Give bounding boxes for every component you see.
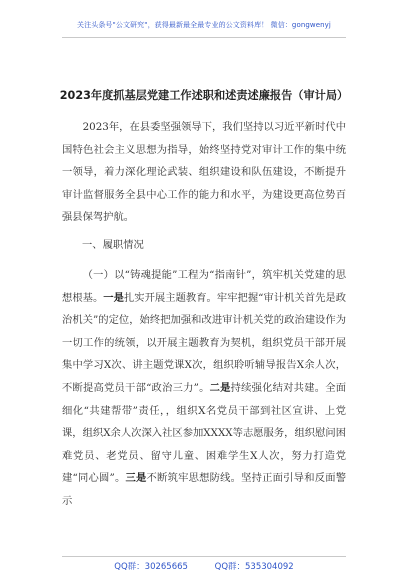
header-promo-note: 关注头条号"公文研究"，获得最新最全最专业的公文资料库！ 微信：gongwenyj — [77, 21, 331, 29]
section-heading-performance: 一、履职情况 — [82, 239, 144, 251]
paragraph-lead: （一）以“铸魂提能”工程为“指南针”，筑牢机关党建的思想根基。 — [62, 269, 346, 304]
point-2-label: 二是 — [209, 381, 231, 394]
footer-divider — [62, 556, 346, 557]
point-3-label: 三是 — [125, 472, 147, 485]
point-2-text: 持续强化结对共建。全面细化“共建帮带”责任，，组织X名党员干部到社区宣讲、上党课，组织X余人次深入社区参加XXXX等志愿服务，组织慰问困难党员、老党员、留守儿童、困难学生X人次，努力打造党建“同心圆”。 — [62, 381, 347, 485]
header-divider — [62, 37, 346, 38]
section-1-paragraph-1 — [62, 264, 346, 513]
document-title: 2023年度抓基层党建工作述职和述责述廉报告（审计局） — [59, 89, 349, 102]
point-1-label: 一是 — [103, 291, 124, 304]
point-1-text: 扎实开展主题教育。牢牢把握“审计机关首先是政治机关”的定位，始终把加强和改进审计机关党的政治建设作为一切工作的统领，以开展主题教育为契机，组织党员干部开展集中学习X次、讲主题党课X次，组织聆听辅导报告X余人次，不断提高党员干部“政治三力”。 — [62, 291, 347, 394]
intro-paragraph: 2023年，在县委坚强领导下，我们坚持以习近平新时代中国特色社会主义思想为指导，始终坚持党对审计工作的集中统一领导，着力深化理论武装、组织建设和队伍建设，不断提升审计监督服务全县中心工作的能力和水平，为建设更高位势百强县保驾护航。 — [62, 121, 346, 224]
point-3-text: 不断筑牢思想防线。坚持正面引导和反面警示 — [62, 472, 347, 507]
footer-qq-group-1: QQ群：30265665 — [114, 562, 188, 572]
footer-qq-group-2: QQ群：535304092 — [214, 562, 294, 572]
footer-contacts — [0, 560, 408, 572]
